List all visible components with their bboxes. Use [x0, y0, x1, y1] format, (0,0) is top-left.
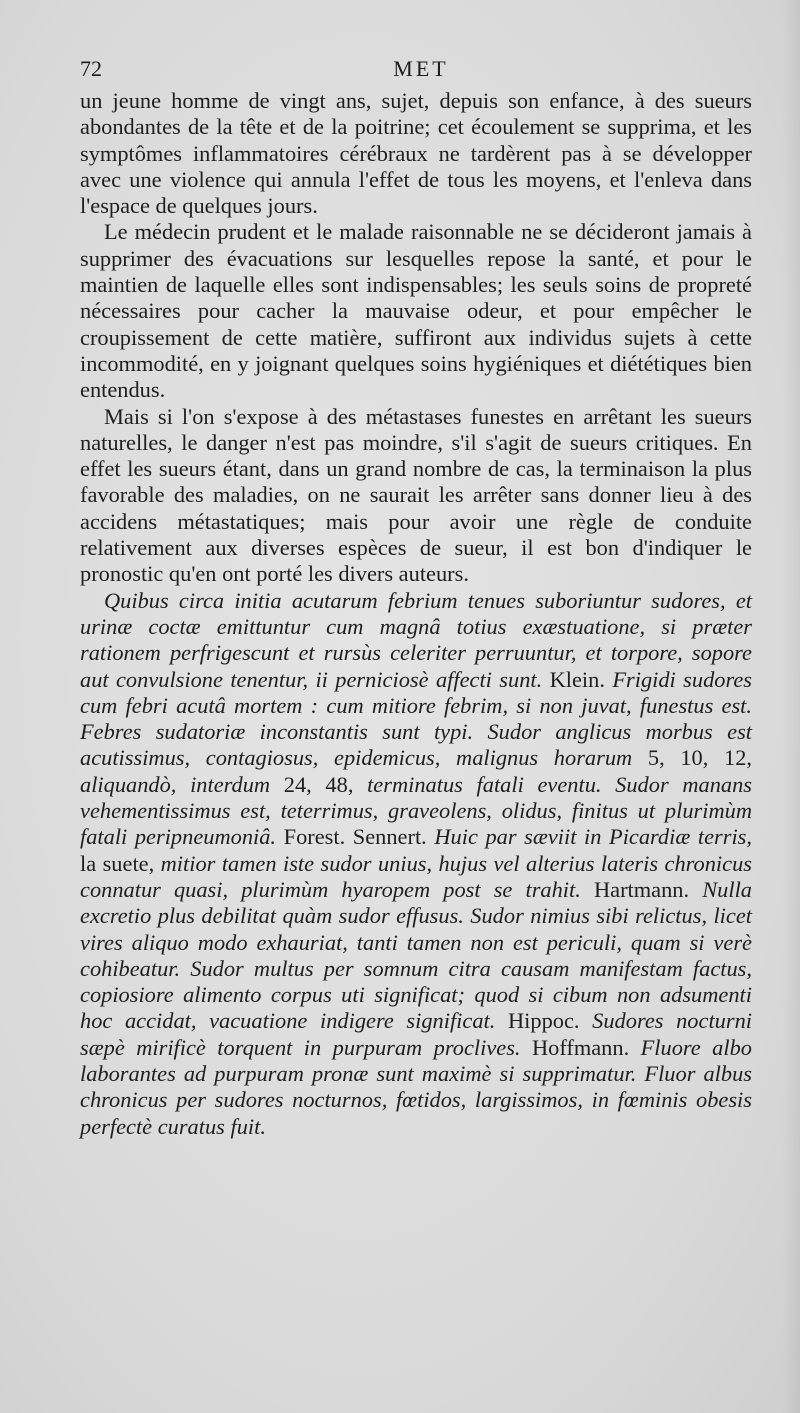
latin-quote: mitior tamen iste sudor unius, hujus vel alterius lateris chronicus connatur quasi, plurimùm hyaropem post se trahit.: [80, 850, 752, 902]
page-number: 72: [80, 56, 102, 81]
paragraph-latin-citations: [80, 588, 752, 1140]
latin-quote: Frigidi sudores cum febri acutâ mortem : cum mitiore febrim, si non juvat, funestus est. Febres sudatoriæ inconstantis sunt typi. Sudor anglicus morbus est acutissimus, contagiosus, epidemicus, malignus horarum: [80, 666, 752, 771]
latin-quote: terminatus fatali eventu. Sudor manans vehementissimus est, teterrimus, graveolens, olidus, finitus ut plurimùm fatali peripneumoniâ.: [80, 771, 752, 850]
paragraph-continuation: un jeune homme de vingt ans, sujet, depuis son enfance, à des sueurs abondantes de la tête et de la poitrine; cet écoulement se supprima, et les symptômes inflammatoires cérébraux ne tardèrent pas à se développer avec une violence qui annula l'effet de tous les moyens, et l'enleva dans l'espace de quelques jours.: [80, 88, 752, 219]
running-head: MET: [393, 56, 449, 81]
author-citation: Forest. Sennert.: [276, 824, 435, 850]
latin-quote: aliquandò, interdum: [80, 771, 284, 797]
author-citation: Hoffmann.: [520, 1034, 641, 1060]
latin-quote: Nulla excretio plus debilitat quàm sudor effusus. Sudor nimius sibi relictus, licet vires aliquo modo exhauriat, tanti tamen non est periculi, quam si verè cohibeatur. Sudor multus per somnum citra causam manifestam factus, copiosiore alimento corpus uti significat; quod si cibum non adsumenti hoc accidat, vacuatione indigere significat.: [80, 876, 752, 1034]
latin-quote: Quibus circa initia acutarum febrium tenues suboriuntur sudores, et urinæ coctæ emittuntur cum magnâ totius exæstuatione, si præter rationem perfrigescunt et rursùs celeriter perruuntur, et torpore, sopore aut convulsione tenentur, ii perniciosè affecti sunt.: [80, 587, 752, 692]
page-edge-shadow: [782, 0, 800, 1413]
french-term: la suete,: [80, 850, 161, 876]
author-citation: Klein.: [542, 666, 613, 692]
author-citation: Hartmann.: [580, 876, 703, 902]
paragraph-critical-sweats: Mais si l'on s'expose à des métastases funestes en arrêtant les sueurs naturelles, le danger n'est pas moindre, s'il s'agit de sueurs critiques. En effet les sueurs étant, dans un grand nombre de cas, la terminaison la plus favorable des maladies, on ne saurait les arrêter sans donner lieu à des accidens métastatiques; mais pour avoir une règle de conduite relativement aux diverses espèces de sueur, il est bon d'indiquer le pronostic qu'en ont porté les divers auteurs.: [80, 403, 752, 587]
body-text: [80, 88, 752, 1140]
latin-quote: Sudores nocturni sæpè mirificè torquent in purpuram proclives.: [80, 1008, 752, 1060]
numeral-text: 5, 10, 12,: [647, 745, 753, 771]
paragraph-evacuations: Le médecin prudent et le malade raisonnable ne se décideront jamais à supprimer des évacuations sur lesquelles repose la santé, et pour le maintien de laquelle elles sont indispensables; les seuls soins de propreté nécessaires pour cacher la mauvaise odeur, et pour empêcher le croupissement de cette matière, suffiront aux individus sujets à cette incommodité, en y joignant quelques soins hygiéniques et diététiques bien entendus.: [80, 219, 752, 403]
latin-quote: Fluore albo laborantes ad purpuram pronæ sunt maximè si supprimatur. Fluor albus chronicus per sudores nocturnos, fœtidos, largissimos, in fœminis obesis perfectè curatus fuit.: [80, 1034, 752, 1139]
page-header: [80, 56, 762, 86]
author-citation: Hippoc.: [495, 1008, 593, 1034]
latin-quote: Huic par sæviit in Picardiæ terris,: [434, 824, 752, 850]
numeral-text: 24, 48,: [283, 771, 368, 797]
